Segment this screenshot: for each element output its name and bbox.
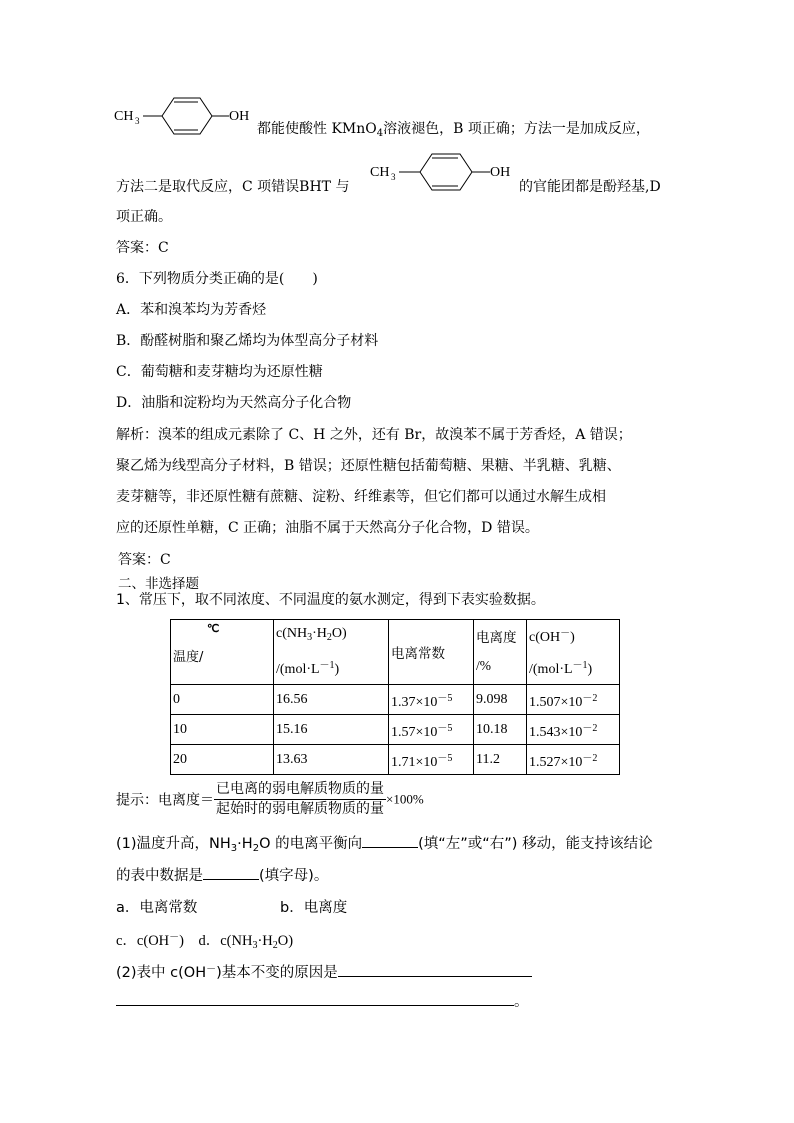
option-a: a．电离常数: [116, 900, 198, 916]
p-cresol-structure-1: [114, 92, 259, 142]
section-heading: 二、非选择题: [118, 576, 199, 592]
header-oh-concentration: c(OH－) $/(mol\cdot L^{-1})$: [527, 620, 620, 685]
svg-text:3: 3: [135, 116, 140, 126]
q6-option-d: D．油脂和淀粉均为天然高分子化合物: [116, 395, 352, 411]
option-c: c．c(OH－): [116, 932, 184, 949]
q6-analysis-4: 应的还原性单糖，C 正确；油脂不属于天然高分子化合物，D 错误。: [116, 520, 539, 536]
line-2b: 的官能团都是酚羟基,D: [519, 179, 661, 195]
answer-blank-2[interactable]: [203, 865, 259, 880]
svg-text:OH: OH: [490, 165, 511, 180]
answer-blank-4[interactable]: [116, 991, 514, 1006]
q6-analysis-1: 解析：溴苯的组成元素除了 C、H 之外，还有 Br，故溴苯不属于芳香烃，A 错误；: [116, 427, 632, 443]
table-row: 0 16.56 $1.37\times 10^{-5}$ 9.098 $1.507\times 10^{-2}$: [171, 685, 620, 715]
part-1-line-1: (1)温度升高，$NH_3\cdot H_2O$ 的电离平衡向 (填“左”或“右”) 移动，能支持该结论: [116, 832, 653, 854]
svg-text:CH: CH: [370, 165, 390, 180]
part-2-line-1: (2)表中 c(OH－)基本不变的原因是: [116, 960, 532, 982]
table-row: 20 13.63 $1.71\times 10^{-5}$ 11.2 $1.527\times 10^{-2}$: [171, 745, 620, 775]
q6-option-a: A．苯和溴苯均为芳香烃: [116, 302, 267, 318]
hint-formula: 提示：电离度＝ $\frac{\text{已电离的弱电解质物质的量}}{\text{起始时的弱电解质物质的量}}$ ×100%: [116, 781, 424, 817]
q6-analysis-3: 麦芽糖等，非还原性糖有蔗糖、淀粉、纤维素等，但它们都可以通过水解生成相: [116, 489, 606, 505]
svg-text:3: 3: [391, 172, 396, 182]
header-temperature: ℃ 温度/: [171, 620, 274, 685]
line-1: 都能使酸性 KMnO$_4$溶液褪色，B 项正确；方法一是加成反应，: [257, 121, 650, 139]
option-d: d．$c(NH_3\cdot H_2O)$: [198, 933, 294, 951]
q6-option-c: C．葡萄糖和麦芽糖均为还原性糖: [116, 364, 323, 380]
line-3: 项正确。: [116, 209, 172, 225]
header-concentration: $c(NH_3\cdot H_2O)$ $/(mol\cdot L^{-1})$: [274, 620, 389, 685]
header-ionization-constant: 电离常数: [389, 620, 474, 685]
q6-option-b: B．酚醛树脂和聚乙烯均为体型高分子材料: [116, 333, 379, 349]
q1-stem: 1、常压下，取不同浓度、不同温度的氨水测定，得到下表实验数据。: [116, 592, 545, 608]
oh-label: OH: [229, 109, 250, 124]
line-2: 方法二是取代反应，C 项错误BHT 与: [116, 179, 350, 195]
part-1-line-2: 的表中数据是 (填字母)。: [116, 864, 328, 885]
part-2-line-2: 。: [116, 990, 529, 1011]
data-table: [170, 619, 620, 775]
q6-answer: 答案：C: [118, 552, 171, 568]
options-cd: [116, 928, 293, 951]
q6-analysis-2: 聚乙烯为线型高分子材料，B 错误；还原性糖包括葡萄糖、果糖、半乳糖、乳糖、: [116, 458, 621, 474]
answer-blank-1[interactable]: [362, 833, 418, 848]
table-row: 10 15.16 $1.57\times 10^{-5}$ 10.18 $1.543\times 10^{-2}$: [171, 715, 620, 745]
table-header-row: [171, 620, 620, 685]
option-b: b．电离度: [280, 900, 348, 916]
hint-fraction: $\frac{\text{已电离的弱电解质物质的量}}{\text{起始时的弱电解质物质的量}}$: [216, 781, 384, 817]
answer-5: 答案：C: [116, 240, 169, 256]
q6-stem: 6．下列物质分类正确的是( ): [116, 271, 318, 287]
header-ionization-degree: 电离度 /%: [474, 620, 527, 685]
p-cresol-structure-2: [370, 148, 520, 198]
ch3-label: CH: [114, 109, 134, 124]
answer-blank-3[interactable]: [338, 962, 532, 977]
